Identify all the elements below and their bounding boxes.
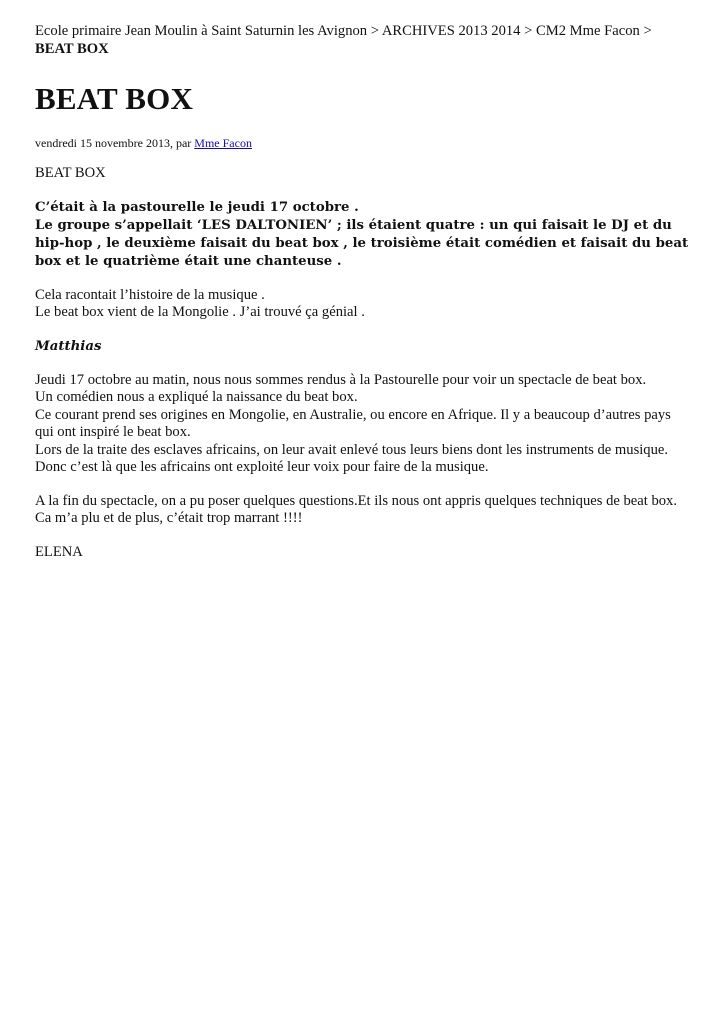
breadcrumb-separator: > <box>643 23 652 39</box>
paragraph-story <box>35 287 690 322</box>
breadcrumb-archives[interactable]: ARCHIVES 2013 2014 <box>381 23 521 39</box>
bold-line: C’était à la pastourelle le jeudi 17 octobre . <box>35 199 359 215</box>
text-line: A la fin du spectacle, on a pu poser quelques questions.Et ils nous ont appris quelques techniques de beat box. <box>35 492 677 509</box>
text-line: Un comédien nous a expliqué la naissance du beat box. <box>35 389 358 405</box>
paragraph-report <box>35 372 690 477</box>
bold-line: Le groupe s’appellait ‘LES DALTONIEN’ ; ils étaient quatre : un qui faisait le DJ et du hip-hop , le deuxième faisait du beat box , le troisième était comédien et faisait du beat box et le quatrième était une chanteuse . <box>35 217 689 269</box>
page <box>35 22 690 577</box>
breadcrumb-current: BEAT BOX <box>35 41 109 57</box>
breadcrumb <box>35 22 690 58</box>
article-date: vendredi 15 novembre 2013, par <box>35 136 192 150</box>
text-line: Le beat box vient de la Mongolie . J’ai trouvé ça génial . <box>35 304 365 320</box>
text-line: Lors de la traite des esclaves africains, on leur avait enlevé tous leurs biens dont les instruments de musique. Donc c’est là que les africains ont exploité leur voix pour faire de la musique. <box>35 441 669 475</box>
text-line: Ca m’a plu et de plus, c’était trop marrant !!!! <box>35 510 303 526</box>
bold-paragraph <box>35 199 690 271</box>
article-meta <box>35 135 690 151</box>
signature-matthias: Matthias <box>35 338 102 354</box>
intro-text: BEAT BOX <box>35 165 106 181</box>
breadcrumb-school[interactable]: Ecole primaire Jean Moulin à Saint Saturnin les Avignon <box>35 23 368 39</box>
text-line: Ce courant prend ses origines en Mongolie, en Australie, ou encore en Afrique. Il y a beaucoup d’autres pays qui ont inspiré le beat box. <box>35 406 671 440</box>
text-line: Cela racontait l’histoire de la musique . <box>35 286 265 303</box>
page-title: BEAT BOX <box>35 81 194 116</box>
breadcrumb-separator: > <box>524 23 533 39</box>
paragraph-conclusion <box>35 493 690 528</box>
text-line: Jeudi 17 octobre au matin, nous nous sommes rendus à la Pastourelle pour voir un spectacle de beat box. <box>35 371 647 388</box>
author-link[interactable]: Mme Facon <box>194 136 252 150</box>
breadcrumb-class[interactable]: CM2 Mme Facon <box>536 23 640 39</box>
breadcrumb-separator: > <box>370 23 379 39</box>
signature-elena: ELENA <box>35 543 83 560</box>
